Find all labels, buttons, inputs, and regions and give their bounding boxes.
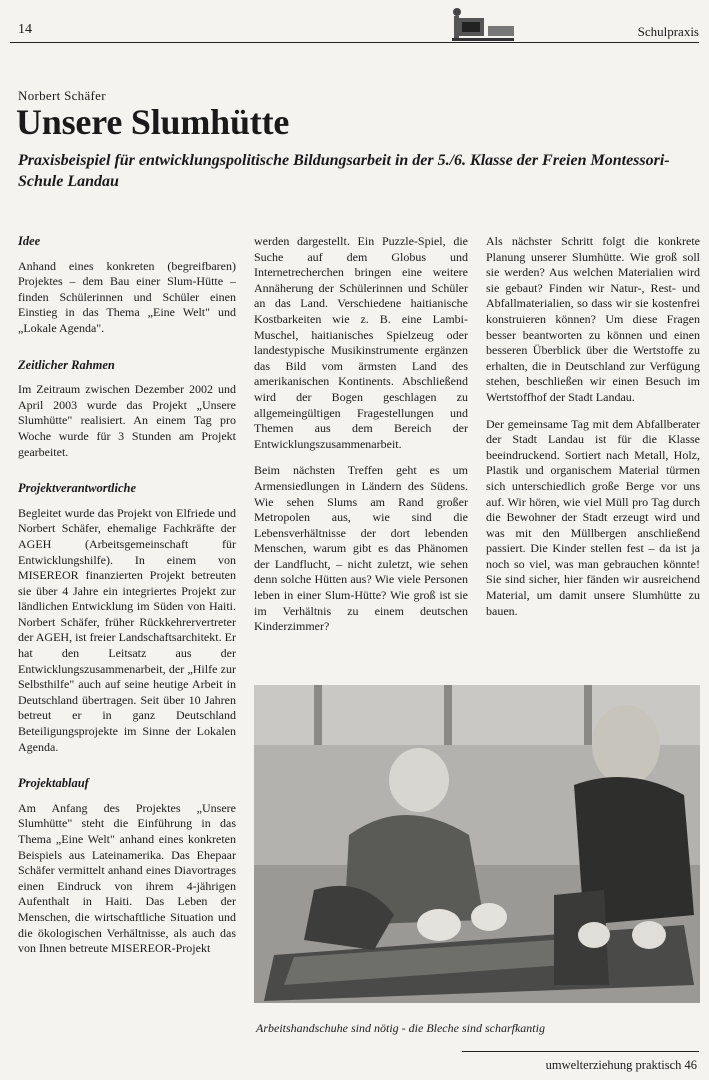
text-column-2 [254,234,468,646]
photo-children-working-icon [254,685,700,1003]
text-column-1 [18,234,236,968]
paragraph-projektverantwortliche: Begleitet wurde das Projekt von Elfriede und Norbert Schäfer, ehemalige Fachkräfte der AGEH (Arbeitsgemeinschaft für Entwicklungshilfe). In einem von MISEREOR finanzierten Projekt betreuten sie über 4 Jahre ein integriertes Projekt zur ländlichen Entwicklung im Süden von Haiti. Norbert Schäfer, früher Rückkehrervertreter der AGEH, ist freier Landschaftsarchitekt. Er hat den Leitsatz aus der Entwicklungszusammenarbeit, der „Hilfe zur Selbsthilfe" auch auf seine heutige Arbeit in Deutschland übertragen. Seit über 10 Jahren betreut er in ganz Deutschland Beteiligungsprojekte im Sinne der Lokalen Agenda. [18,505,236,754]
paragraph-col3-1: Als nächster Schritt folgt die konkrete Planung unserer Slumhütte. Wie groß soll sie werden? Aus welchen Materialien wird sie gebaut? Finden wir Natur-, Rest- und Abfallmaterialien, so dass wir sie kostenfrei konstruieren können? Um diese Fragen besser beantworten zu können und einen besseren Überblick über die Wertstoffe zu erhalten, die in Deutschland zur Verfügung stehen, beschließen wir einen Besuch im Wertstoffhof der Stadt Landau. [486,234,700,404]
article-subtitle: Praxisbeispiel für entwicklungspolitische Bildungsarbeit in der 5./6. Klasse der Freien Montessori-Schule Landau [18,152,670,190]
page-number: 14 [18,22,32,37]
section-heading-projektablauf: Projektablauf [18,776,89,791]
author: Norbert Schäfer [18,88,106,103]
section-name: Schulpraxis [637,24,699,39]
photo-caption: Arbeitshandschuhe sind nötig - die Bleche sind scharfkantig [256,1021,545,1035]
section-heading-projektverantwortliche: Projektverantwortliche [18,481,137,496]
text-column-3 [486,234,700,630]
footer-publication: umwelterziehung praktisch 46 [545,1058,697,1072]
article-photo [254,685,700,1003]
paragraph-zeitlicher-rahmen: Im Zeitraum zwischen Dezember 2002 und April 2003 wurde das Projekt „Unsere Slumhütte" realisiert. An einem Tag pro Woche wurde für 3 Stunden am Projekt gearbeitet. [18,382,236,459]
section-heading-zeitlicher-rahmen: Zeitlicher Rahmen [18,357,115,372]
paragraph-idee: Anhand eines konkreten (begreifbaren) Projektes – dem Bau einer Slum-Hütte – finden Schülerinnen und Schüler einen Einstieg in das Thema „Eine Welt" und „Lokale Agenda". [18,258,236,335]
header-illustration-icon [448,4,518,44]
header-rule [10,42,699,43]
paragraph-projektablauf: Am Anfang des Projektes „Unsere Slumhütte" steht die Einführung in das Thema „Eine Welt" anhand eines konkreten Beispiels aus Lateinamerika. Das Ehepaar Schäfer vermittelt anhand eines Diavortrages einen Eindruck von ihrem 4-jährigen Aufenthalt in Haiti. Das Leben der Menschen, die wirtschaftliche Situation und die ökologischen Verhältnisse, als auch das von Ihnen betreute MISEREOR-Projekt [18,800,236,956]
paragraph-col2-1: werden dargestellt. Ein Puzzle-Spiel, die Suche auf dem Globus und Internetrecherchen bringen eine weitere Annäherung der Schülerinnen und Schüler an das Land. Verschiedene haitianische Kostbarkeiten wie z. B. eine Lambi-Muschel, haitianisches Spielzeug oder landestypische Musikinstrumente ergänzen das Bild vom ärmsten Land des amerikanischen Kontinents. Abschließend wird der Bogen geschlagen zu allgemeingültigen Fragestellungen und Themen aus dem Bereich der Entwicklungszusammenarbeit. [254,234,468,451]
paragraph-col3-2: Der gemeinsame Tag mit dem Abfallberater der Stadt Landau ist für die Klasse beeindruckend. Sortiert nach Metall, Holz, Plastik und organischem Material türmen sich unterschiedlich große Berge vor uns auf. Wir hören, wie viel Müll pro Tag durch die Bewohner der Stadt erzeugt wird und was mit den Müllbergen anschließend passiert. Die Kinder stellen fest – da ist ja noch so viel, was man gebrauchen könnte! Sie sind sicher, hier fänden wir ausreichend Material, um damit unsere Slumhütte zu bauen. [486,416,700,618]
footer-rule [462,1051,699,1052]
paragraph-col2-2: Beim nächsten Treffen geht es um Armensiedlungen in Ländern des Südens. Wie sehen Slums am Rand großer Metropolen aus, wie sind die Lebensverhältnisse der dort lebenden Menschen, warum gibt es das Phänomen der Landflucht, – nicht zuletzt, wie sehen denn solche Hütten aus? Wie viele Personen leben in einer Slum-Hütte? Wie groß ist sie im Verhältnis zu einem deutschen Kinderzimmer? [254,463,468,634]
section-heading-idee: Idee [18,234,41,248]
article-title: Unsere Slumhütte [16,102,290,142]
